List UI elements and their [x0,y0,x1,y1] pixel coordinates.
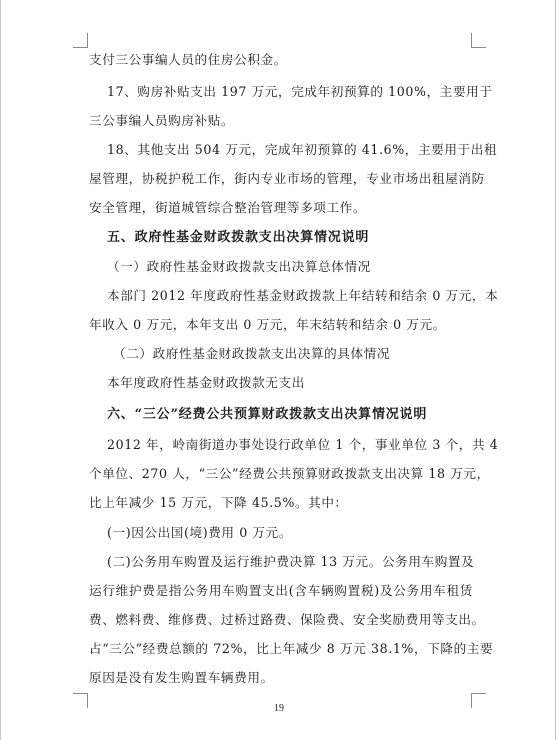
body-line: 17、购房补贴支出 197 万元，完成年初预算的 100%，主要用于 [107,84,493,99]
crop-mark-top-right [471,33,486,48]
page-number: 19 [274,703,284,714]
section-heading: 五、政府性基金财政拨款支出决算情况说明 [107,230,370,245]
subsection-heading: （一）政府性基金财政拨款支出决算总体情况 [107,259,371,274]
section-heading: 六、“三公”经费公共预算财政拨款支出决算情况说明 [107,407,428,422]
body-line: 三公事编人员购房补贴。 [89,113,235,128]
body-line: 原因是没有发生购置车辆费用。 [89,670,274,685]
body-line: 支付三公事编人员的住房公积金。 [89,52,287,67]
body-line: (一)因公出国(境)费用 0 万元。 [107,525,293,540]
body-line: (二)公务用车购置及运行维护费决算 13 万元。公务用车购置及 [107,554,475,569]
body-line: 占“三公”经费总额的 72%，比上年减少 8 万元 38.1%，下降的主要 [89,641,494,656]
body-line: 比上年减少 15 万元，下降 45.5%。其中： [89,495,348,510]
subsection-heading: （二）政府性基金财政拨款支出决算的具体情况 [113,346,391,361]
body-line: 本部门 2012 年度政府性基金财政拨款上年结转和结余 0 万元，本 [107,288,499,303]
body-line: 年收入 0 万元，本年支出 0 万元，年末结转和结余 0 万元。 [89,317,446,332]
body-line: 18、其他支出 504 万元，完成年初预算的 41.6%，主要用于出租 [107,142,498,157]
body-line: 费、燃料费、维修费、过桥过路费、保险费、安全奖励费用等支出。 [89,612,485,627]
body-line: 2012 年，岭南街道办事处设行政单位 1 个，事业单位 3 个，共 4 [107,437,499,452]
body-line: 运行维护费是指公务用车购置支出(含车辆购置税)及公务用车租赁 [89,583,473,598]
body-line: 个单位、270 人，“三公”经费公共预算财政拨款支出决算 18 万元， [89,466,490,481]
crop-mark-top-left [73,33,88,48]
body-line: 安全管理，街道城管综合整治管理等多项工作。 [89,200,367,215]
body-line: 本年度政府性基金财政拨款无支出 [107,375,305,390]
body-line: 屋管理，协税护税工作，街内专业市场的管理，专业市场出租屋消防 [89,171,485,186]
